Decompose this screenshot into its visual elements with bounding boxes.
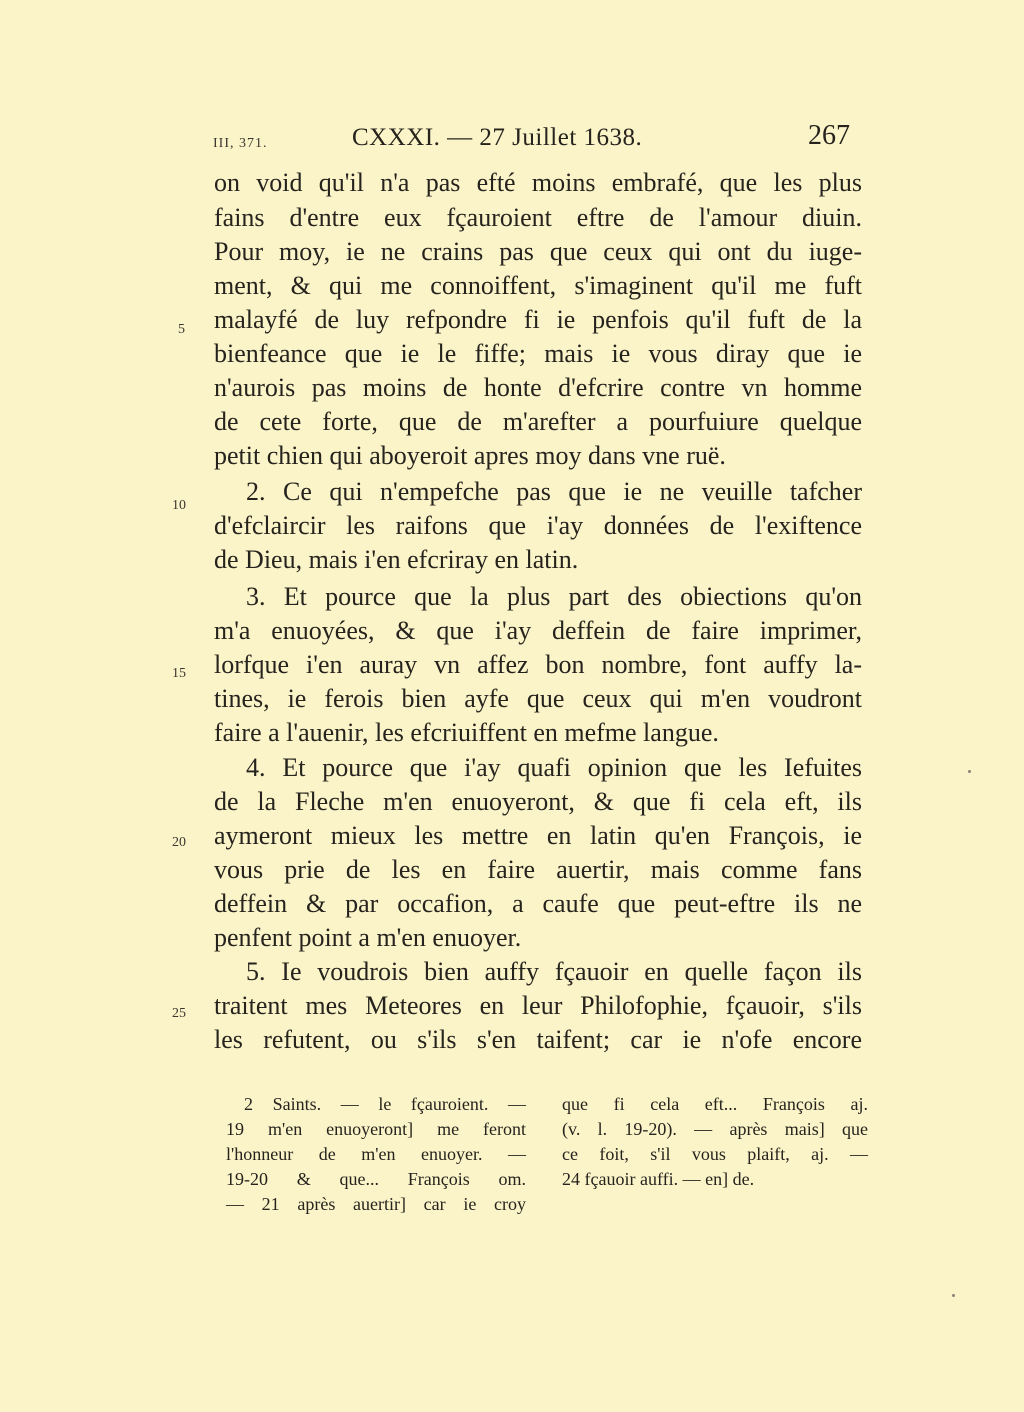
body-line: malayfé de luy refpondre fi ie penfois qu'il fuft de la — [214, 305, 862, 334]
body-line: lorfque i'en auray vn affez bon nombre, font auffy la- — [214, 650, 862, 679]
body-line: Pour moy, ie ne crains pas que ceux qui ont du iuge- — [214, 237, 862, 266]
body-line: vous prie de les en faire auertir, mais comme fans — [214, 855, 862, 884]
footnote-line: 2 Saints. — le fçauroient. — — [244, 1094, 526, 1114]
body-line: fains d'entre eux fçauroient eftre de l'amour diuin. — [214, 203, 862, 232]
body-line: d'efclaircir les raifons que i'ay données de l'exiftence — [214, 511, 862, 540]
body-line: deffein & par occafion, a caufe que peut-eftre ils ne — [214, 889, 862, 918]
body-line: les refutent, ou s'ils s'en taifent; car ie n'ofe encore — [214, 1025, 862, 1054]
line-number: 10 — [172, 498, 186, 513]
footnote-line: l'honneur de m'en enuoyer. — — [226, 1144, 526, 1164]
body-line: tines, ie ferois bien ayfe que ceux qui m'en voudront — [214, 684, 862, 713]
body-line: petit chien qui aboyeroit apres moy dans vne ruë. — [214, 441, 726, 470]
body-line: de Dieu, mais i'en efcriray en latin. — [214, 545, 579, 574]
footnote-line: ce foit, s'il vous plaift, aj. — — [562, 1144, 868, 1164]
paper-speck — [968, 770, 971, 773]
footnote-line: 19 m'en enuoyeront] me feront — [226, 1119, 526, 1139]
footnotes-left-column — [226, 1092, 526, 1217]
line-number: 20 — [172, 835, 186, 850]
body-line: penfent point a m'en enuoyer. — [214, 923, 522, 952]
footnote-line: 19-20 & que... François om. — [226, 1169, 526, 1189]
body-line: ment, & qui me connoiffent, s'imaginent qu'il me fuft — [214, 271, 862, 300]
paragraph-start: 3. Et pource que la plus part des obiections qu'on — [246, 582, 862, 611]
paragraph-start: 5. Ie voudrois bien auffy fçauoir en quelle façon ils — [246, 957, 862, 986]
volume-reference: III, 371. — [213, 136, 268, 151]
paragraph-start: 4. Et pource que i'ay quafi opinion que les Iefuites — [246, 753, 862, 782]
body-line: aymeront mieux les mettre en latin qu'en François, ie — [214, 821, 862, 850]
body-line: on void qu'il n'a pas efté moins embrafé, que les plus — [214, 168, 862, 197]
footnote-line: — 21 après auertir] car ie croy — [226, 1194, 526, 1214]
body-line: bienfeance que ie le fiffe; mais ie vous diray que ie — [214, 339, 862, 368]
line-number: 25 — [172, 1006, 186, 1021]
paragraph-start: 2. Ce qui n'empefche pas que ie ne veuille tafcher — [246, 477, 862, 506]
page-number: 267 — [808, 120, 850, 151]
footnote-line: (v. l. 19-20). — après mais] que — [562, 1119, 868, 1139]
running-header — [0, 118, 1024, 158]
footnotes-right-column — [562, 1092, 868, 1192]
line-number: 15 — [172, 666, 186, 681]
footnote-line: 24 fçauoir auffi. — en] de. — [562, 1169, 755, 1189]
body-line: de cete forte, que de m'arefter a pourfuiure quelque — [214, 407, 862, 436]
body-line: m'a enuoyées, & que i'ay deffein de faire imprimer, — [214, 616, 862, 645]
body-line: traitent mes Meteores en leur Philofophie, fçauoir, s'ils — [214, 991, 862, 1020]
line-number: 5 — [178, 322, 185, 337]
body-line: faire a l'auenir, les efcriuiffent en mefme langue. — [214, 718, 719, 747]
footnote-line: que fi cela eft... François aj. — [562, 1094, 868, 1114]
body-line: de la Fleche m'en enuoyeront, & que fi cela eft, ils — [214, 787, 862, 816]
paper-speck — [952, 1294, 955, 1297]
body-line: n'aurois pas moins de honte d'efcrire contre vn homme — [214, 373, 862, 402]
letter-heading: CXXXI. — 27 Juillet 1638. — [352, 124, 643, 151]
